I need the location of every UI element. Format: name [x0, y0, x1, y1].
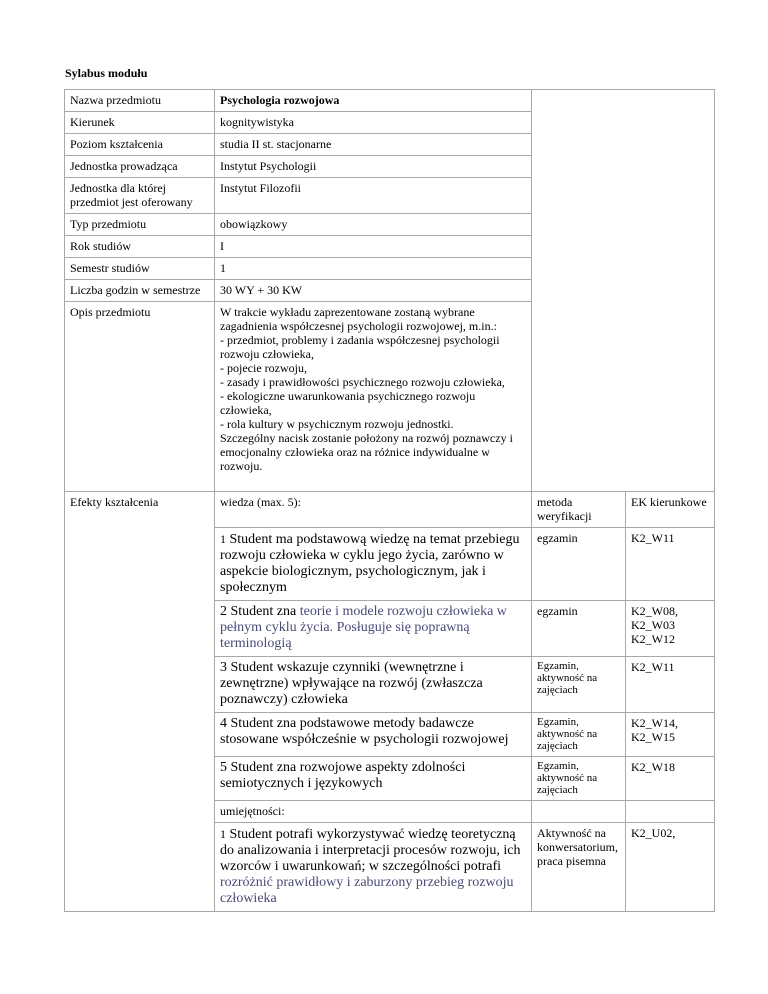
- info-label: Jednostka dla której przedmiot jest oferowany: [65, 178, 215, 214]
- ek-code: K2_W14, K2_W15: [626, 713, 715, 757]
- empty-cell: [626, 801, 715, 823]
- knowledge-effect: 4 Student zna podstawowe metody badawcze stosowane współcześnie w psychologii rozwojowej: [215, 713, 532, 757]
- description-line: - rola kultury w psychicznym rozwoju jednostki.: [220, 417, 454, 431]
- ek-code: K2_W11: [626, 657, 715, 713]
- skill-effect: 1 Student potrafi wykorzystywać wiedzę teoretyczną do analizowania i interpretacji procesów rozwoju, ich wzorców i uwarunkowań; w szczególności potrafi rozróżnić prawidłowy i zaburzony przebieg rozwoju człowieka: [215, 823, 532, 912]
- info-value: I: [215, 236, 532, 258]
- verification-method: Egzamin, aktywność na zajęciach: [532, 657, 626, 713]
- description-line: Szczególny nacisk zostanie położony na rozwój poznawczy i emocjonalny człowieka oraz na różnice indywidualne w rozwoju.: [220, 431, 513, 473]
- knowledge-effect: 1 Student ma podstawową wiedzę na temat przebiegu rozwoju człowieka w cyklu jego życia, zarówno w aspekcie biologicznym, psychologicznym, jak i społecznym: [215, 528, 532, 601]
- empty-right-cell: [532, 90, 715, 492]
- info-value: 1: [215, 258, 532, 280]
- method-header: metoda weryfikacji: [532, 492, 626, 528]
- info-label: Semestr studiów: [65, 258, 215, 280]
- effects-header-row: [65, 492, 715, 528]
- verification-method: Aktywność na konwersatorium, praca pisemna: [532, 823, 626, 912]
- info-label: Rok studiów: [65, 236, 215, 258]
- knowledge-effect: 5 Student zna rozwojowe aspekty zdolności semiotycznych i językowych: [215, 757, 532, 801]
- description-text: [215, 302, 532, 492]
- info-value: Instytut Psychologii: [215, 156, 532, 178]
- info-label: Nazwa przedmiotu: [65, 90, 215, 112]
- description-line: - pojecie rozwoju,: [220, 361, 307, 375]
- verification-method: Egzamin, aktywność na zajęciach: [532, 713, 626, 757]
- info-value: kognitywistyka: [215, 112, 532, 134]
- page-title: Sylabus modułu: [65, 66, 148, 80]
- knowledge-effect: 3 Student wskazuje czynniki (wewnętrzne i zewnętrzne) wpływające na rozwój (zwłaszcza poznawczy) człowieka: [215, 657, 532, 713]
- info-label: Typ przedmiotu: [65, 214, 215, 236]
- info-label: Jednostka prowadząca: [65, 156, 215, 178]
- syllabus-table: [64, 89, 715, 912]
- verification-method: egzamin: [532, 528, 626, 601]
- info-label: Liczba godzin w semestrze: [65, 280, 215, 302]
- ek-code: K2_W11: [626, 528, 715, 601]
- info-value: obowiązkowy: [215, 214, 532, 236]
- description-line: - ekologiczne uwarunkowania psychicznego rozwoju człowieka,: [220, 389, 476, 417]
- verification-method: Egzamin, aktywność na zajęciach: [532, 757, 626, 801]
- info-value: 30 WY + 30 KW: [215, 280, 532, 302]
- description-line: - przedmiot, problemy i zadania współczesnej psychologii rozwoju człowieka,: [220, 333, 500, 361]
- knowledge-effect: 2 Student zna teorie i modele rozwoju człowieka w pełnym cyklu życia. Posługuje się poprawną terminologią: [215, 601, 532, 657]
- knowledge-header: wiedza (max. 5):: [215, 492, 532, 528]
- skills-header: umiejętności:: [215, 801, 532, 823]
- effects-label: Efekty kształcenia: [65, 492, 215, 912]
- info-label: Kierunek: [65, 112, 215, 134]
- ek-code: K2_W08, K2_W03 K2_W12: [626, 601, 715, 657]
- info-row: [65, 90, 715, 112]
- description-line: - zasady i prawidłowości psychicznego rozwoju człowieka,: [220, 375, 505, 389]
- ek-code: K2_U02,: [626, 823, 715, 912]
- ek-code: K2_W18: [626, 757, 715, 801]
- verification-method: egzamin: [532, 601, 626, 657]
- ek-header: EK kierunkowe: [626, 492, 715, 528]
- info-value: Psychologia rozwojowa: [215, 90, 532, 112]
- description-label: Opis przedmiotu: [65, 302, 215, 492]
- description-line: W trakcie wykładu zaprezentowane zostaną wybrane zagadnienia współczesnej psychologii rozwojowej, m.in.:: [220, 305, 497, 333]
- empty-cell: [532, 801, 626, 823]
- info-label: Poziom kształcenia: [65, 134, 215, 156]
- info-value: studia II st. stacjonarne: [215, 134, 532, 156]
- info-value: Instytut Filozofii: [215, 178, 532, 214]
